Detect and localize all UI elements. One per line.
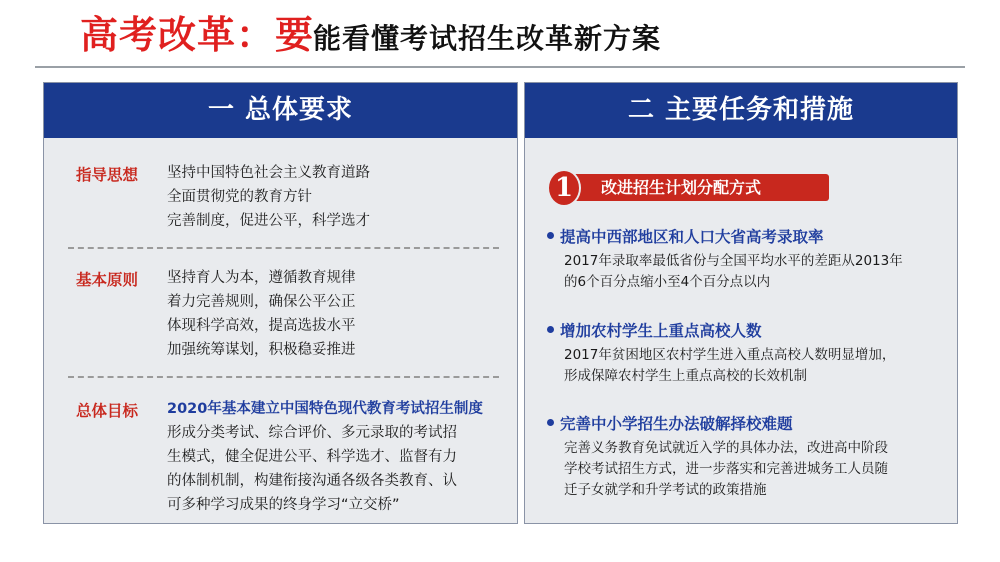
task-item-title: 提高中西部地区和人口大省高考录取率: [547, 225, 943, 247]
section-label: 总体目标: [76, 402, 139, 420]
section-line: 形成分类考试、综合评价、多元录取的考试招: [167, 425, 457, 441]
body-line: 2017年贫困地区农村学生进入重点高校人数明显增加，: [564, 347, 896, 363]
task-item-title: 增加农村学生上重点高校人数: [547, 319, 943, 341]
title-prefix: 高考改革：: [80, 13, 276, 57]
title-emphasis: 要: [275, 13, 314, 57]
task-item-title: 完善中小学招生办法破解择校难题: [547, 412, 943, 434]
task-item: [547, 412, 943, 501]
section-line: 完善制度，促进公平，科学选才: [167, 213, 370, 229]
dashed-divider: [68, 376, 499, 378]
task-banner: [545, 171, 833, 205]
section-line: 体现科学高效，提高选拔水平: [167, 318, 356, 334]
section-line: 加强统筹谋划，积极稳妥推进: [167, 342, 356, 358]
panel-heading: 二 主要任务和措施: [525, 83, 957, 138]
section-lines: [167, 266, 507, 362]
page-title: [80, 4, 661, 64]
title-underline: [35, 66, 965, 68]
title-suffix: 能看懂考试招生改革新方案: [313, 22, 662, 55]
body-line: 迁子女就学和升学考试的政策措施: [564, 482, 767, 498]
task-item: [547, 319, 943, 387]
task-item-body: [564, 345, 943, 387]
body-line: 的6个百分点缩小至4个百分点以内: [564, 274, 771, 290]
task-item: [547, 225, 943, 293]
section-lines: [167, 397, 507, 517]
main-tasks-panel: [524, 82, 958, 524]
section-line: 坚持育人为本，遵循教育规律: [167, 270, 356, 286]
body-line: 学校考试招生方式，进一步落实和完善进城务工人员随: [564, 461, 888, 477]
task-number-badge: 1: [547, 169, 581, 207]
body-line: 完善义务教育免试就近入学的具体办法，改进高中阶段: [564, 440, 888, 456]
section-lines: [167, 161, 507, 233]
task-item-body: [564, 438, 943, 501]
bullet-icon: [547, 232, 554, 239]
section-line: 着力完善规则，确保公平公正: [167, 294, 356, 310]
section-line: 坚持中国特色社会主义教育道路: [167, 165, 370, 181]
section-line: 全面贯彻党的教育方针: [167, 189, 312, 205]
bullet-icon: [547, 326, 554, 333]
goal-highlight: 2020年基本建立中国特色现代教育考试招生制度: [167, 401, 483, 417]
section-label: 基本原则: [76, 271, 139, 289]
dashed-divider: [68, 247, 499, 249]
bullet-icon: [547, 419, 554, 426]
section-line: 可多种学习成果的终身学习“立交桥”: [167, 497, 400, 513]
task-item-body: [564, 251, 943, 293]
overall-requirements-panel: [43, 82, 518, 524]
section-label: 指导思想: [76, 166, 139, 184]
task-label: 改进招生计划分配方式: [563, 174, 829, 201]
section-line: 的体制机制，构建衔接沟通各级各类教育、认: [167, 473, 457, 489]
body-line: 2017年录取率最低省份与全国平均水平的差距从2013年: [564, 253, 903, 269]
body-line: 形成保障农村学生上重点高校的长效机制: [564, 368, 807, 384]
panel-heading: 一 总体要求: [44, 83, 517, 138]
section-line: 生模式，健全促进公平、科学选才、监督有力: [167, 449, 457, 465]
